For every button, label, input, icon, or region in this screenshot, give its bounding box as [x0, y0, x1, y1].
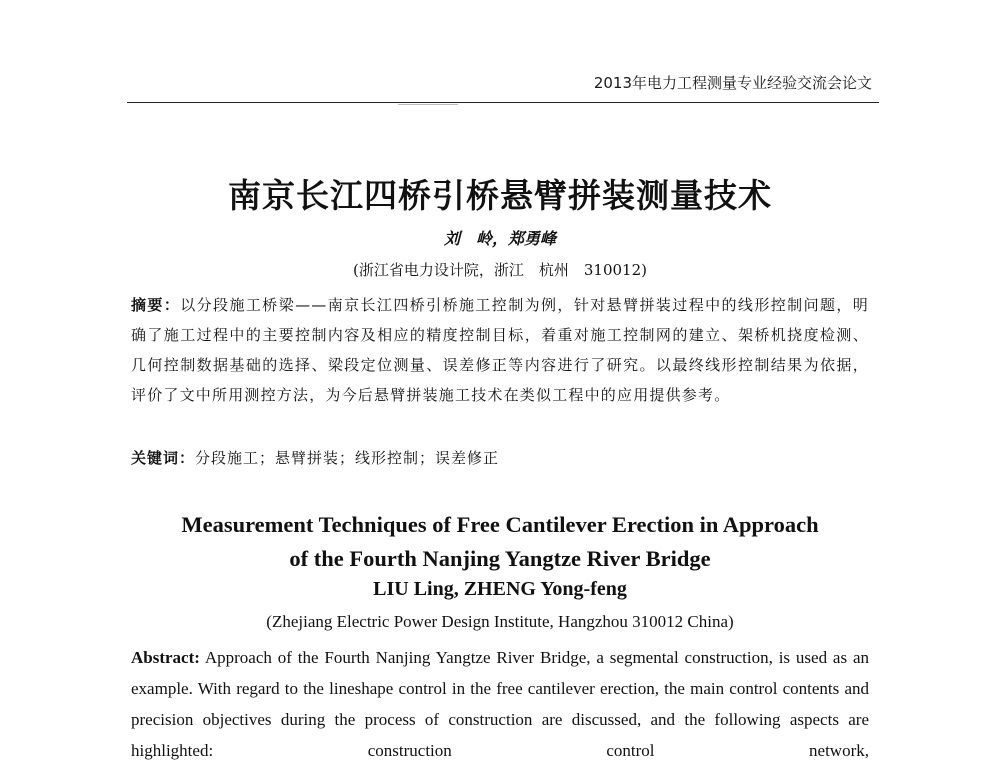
- chinese-affiliation: (浙江省电力设计院，浙江 杭州 310012): [353, 261, 647, 279]
- chinese-keywords-label: 关键词：: [131, 449, 196, 467]
- english-affiliation: (Zhejiang Electric Power Design Institute, Hangzhou 310012 China): [266, 612, 734, 631]
- header-rule-mark: [398, 104, 458, 105]
- english-authors: LIU Ling, ZHENG Yong-feng: [373, 578, 627, 600]
- english-title-line-2: of the Fourth Nanjing Yangtze River Bridge: [289, 546, 711, 571]
- running-header: 2013年电力工程测量专业经验交流会论文: [593, 74, 872, 92]
- chinese-abstract: [131, 290, 869, 410]
- chinese-title: 南京长江四桥引桥悬臂拼装测量技术: [228, 176, 772, 215]
- english-title-line-1: Measurement Techniques of Free Cantilever Erection in Approach: [181, 512, 819, 537]
- chinese-keywords: [131, 447, 869, 468]
- english-abstract-text: Approach of the Fourth Nanjing Yangtze River Bridge, a segmental construction, is used as an example. With regard to the lineshape control in the free cantilever erection, the main control contents and precision objectives during the process of construction are discussed, and the following aspects are highlighted: construction control network,: [131, 648, 869, 760]
- english-abstract-label: Abstract:: [131, 648, 200, 667]
- chinese-abstract-text: 以分段施工桥梁——南京长江四桥引桥施工控制为例，针对悬臂拼装过程中的线形控制问题，明确了施工过程中的主要控制内容及相应的精度控制目标，着重对施工控制网的建立、架桥机挠度检测、几何控制数据基础的选择、梁段定位测量、误差修正等内容进行了研究。以最终线形控制结果为依据，评价了文中所用测控方法，为今后悬臂拼装施工技术在类似工程中的应用提供参考。: [131, 296, 869, 404]
- chinese-keywords-text: 分段施工；悬臂拼装；线形控制；误差修正: [195, 449, 500, 467]
- english-title: [0, 508, 1000, 576]
- chinese-abstract-label: 摘要：: [131, 296, 181, 314]
- header-rule: [127, 102, 879, 103]
- chinese-authors: 刘 岭，郑勇峰: [443, 229, 556, 248]
- english-abstract: [131, 642, 869, 766]
